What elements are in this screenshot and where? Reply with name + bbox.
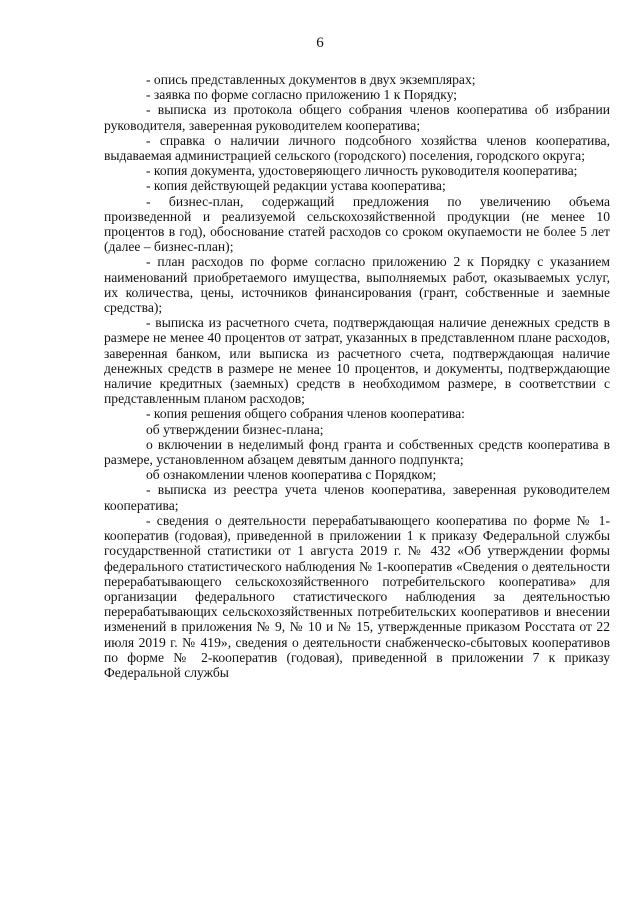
paragraph-charter-copy: - копия действующей редакции устава кооператива; <box>146 178 446 194</box>
page-number: 6 <box>316 35 324 51</box>
paragraph-business-plan-approval: об утверждении бизнес-плана; <box>146 421 324 437</box>
document-body <box>104 72 610 680</box>
paragraph-household-certificate: - справка о наличии личного подсобного хозяйства членов кооператива, выдаваемая администрацией сельского (городского) поселения, городского округа; <box>104 132 610 164</box>
paragraph-activity-information: - сведения о деятельности перерабатывающего кооператива по форме № 1-кооператив (годовая), приведенной в приложении 1 к приказу Федеральной службы государственной статистики от 1 августа 2019 г. № 432 «Об утверждении формы федерального статистического наблюдения № 1-кооператив «Сведения о деятельности перерабатывающего сельскохозяйственного потребительского кооператива» для организации федерального статистического наблюдения за деятельностью перерабатывающих сельскохозяйственных потребительских кооперативов и внесении изменений в приложения № 9, № 10 и № 15, утвержденные приказом Росстата от 22 июля 2019 г. № 419», сведения о деятельности снабженческо-сбытовых кооперативов по форме № 2-кооператив (годовая), приведенной в приложении 7 к приказу Федеральной службы <box>104 512 610 680</box>
paragraph-meeting-decision: - копия решения общего собрания членов кооператива: <box>146 406 465 422</box>
paragraph-procedure-familiarization: об ознакомлении членов кооператива с Порядком; <box>146 467 437 483</box>
paragraph-application: - заявка по форме согласно приложению 1 к Порядку; <box>146 87 458 103</box>
paragraph-inventory: - опись представленных документов в двух экземплярах; <box>146 72 476 87</box>
paragraph-account-statement: - выписка из расчетного счета, подтверждающая наличие денежных средств в размере не менее 40 процентов от затрат, указанных в представленном плане расходов, заверенная банком, или выписка из расчетного счета, подтверждающая наличие денежных средств в размере не менее 10 процентов, и документы, подтверждающие наличие кредитных (заемных) средств в необходимом размере, в соответствии с представленным планом расходов; <box>104 315 610 407</box>
paragraph-identity-copy: - копия документа, удостоверяющего личность руководителя кооператива; <box>146 163 578 179</box>
paragraph-indivisible-fund: о включении в неделимый фонд гранта и собственных средств кооператива в размере, установленном абзацем девятым данного подпункта; <box>104 436 610 468</box>
paragraph-member-registry: - выписка из реестра учета членов кооператива, заверенная руководителем кооператива; <box>104 482 610 513</box>
paragraph-expense-plan: - план расходов по форме согласно приложению 2 к Порядку с указанием наименований приобретаемого имущества, выполняемых работ, оказываемых услуг, их количества, цены, источников финансирования (грант, собственные и заемные средства); <box>104 254 610 316</box>
paragraph-business-plan: - бизнес-план, содержащий предложения по увеличению объема произведенной и реализуемой сельскохозяйственной продукции (не менее 10 процентов в год), обоснование статей расходов со сроком окупаемости не более 5 лет (далее – бизнес-план); <box>104 193 610 255</box>
paragraph-protocol-extract: - выписка из протокола общего собрания членов кооператива об избрании руководителя, заверенная руководителем кооператива; <box>104 102 610 133</box>
